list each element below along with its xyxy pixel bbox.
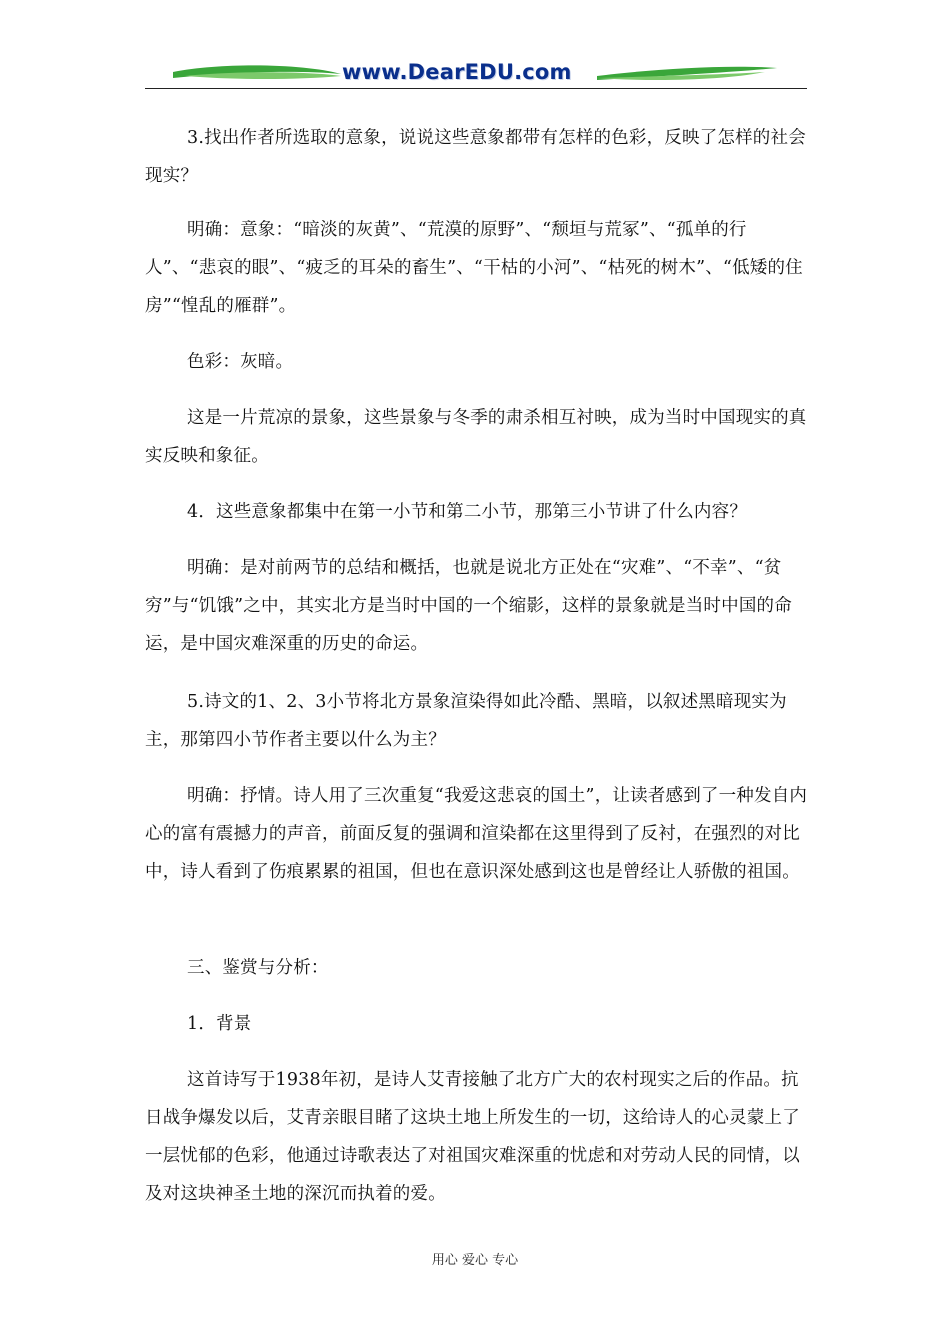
page-footer: 用心 爱心 专心	[431, 1253, 519, 1268]
paragraph-answer-3-imagery: 明确：意象：“暗淡的灰黄”、“荒漠的原野”、“颓垣与荒冢”、“孤单的行人”、“悲哀的眼”、“疲乏的耳朵的畜生”、“干枯的小河”、“枯死的树木”、“低矮的住房”“惶乱的雁群”。	[145, 220, 803, 316]
section-heading-appreciation: 三、鉴赏与分析：	[187, 958, 329, 978]
subheading-background: 1．背景	[187, 1014, 252, 1034]
paragraph-answer-4: 明确：是对前两节的总结和概括，也就是说北方正处在“灾难”、“不幸”、“贫穷”与“饥饿”之中，其实北方是当时中国的一个缩影，这样的景象就是当时中国的命运，是中国灾难深重的历史的命运。	[145, 558, 792, 654]
paragraph-question-3: 3.找出作者所选取的意象，说说这些意象都带有怎样的色彩，反映了怎样的社会现实？	[145, 128, 806, 186]
paragraph-answer-3-reality: 这是一片荒凉的景象，这些景象与冬季的肃杀相互衬映，成为当时中国现实的真实反映和象征。	[145, 408, 807, 466]
paragraph-answer-5: 明确：抒情。诗人用了三次重复“我爱这悲哀的国土”，让读者感到了一种发自内心的富有震撼力的声音，前面反复的强调和渲染都在这里得到了反衬，在强烈的对比中，诗人看到了伤痕累累的祖国，但也在意识深处感到这也是曾经让人骄傲的祖国。	[145, 786, 808, 882]
paragraph-question-4: 4．这些意象都集中在第一小节和第二小节，那第三小节讲了什么内容？	[187, 502, 748, 522]
site-logo[interactable]: www.DearEDU.com	[342, 60, 572, 84]
paragraph-question-5: 5.诗文的1、2、3小节将北方景象渲染得如此冷酷、黑暗，以叙述黑暗现实为主，那第四小节作者主要以什么为主？	[145, 692, 787, 750]
paragraph-background: 这首诗写于1938年初，是诗人艾青接触了北方广大的农村现实之后的作品。抗日战争爆发以后，艾青亲眼目睹了这块土地上所发生的一切，这给诗人的心灵蒙上了一层忧郁的色彩，他通过诗歌表达了对祖国灾难深重的忧虑和对劳动人民的同情，以及对这块神圣土地的深沉而执着的爱。	[145, 1070, 800, 1204]
header-divider	[145, 88, 807, 89]
paragraph-answer-3-color: 色彩：灰暗。	[187, 352, 294, 372]
